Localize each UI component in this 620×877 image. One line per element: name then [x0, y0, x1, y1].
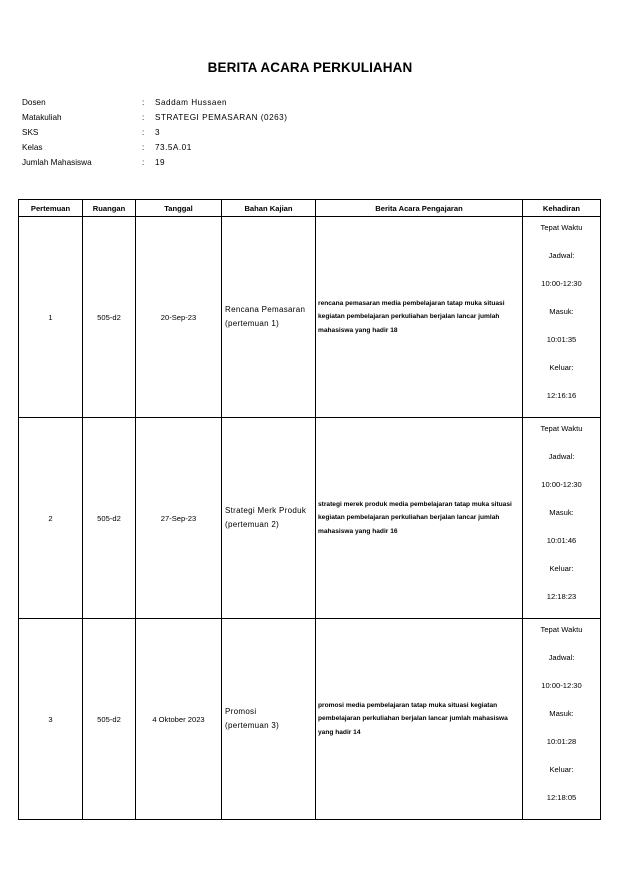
info-row-sks	[22, 125, 287, 140]
check-out-time: 12:18:23	[546, 592, 577, 601]
course-info	[22, 95, 287, 170]
header-bahan-kajian: Bahan Kajian	[222, 200, 316, 217]
check-out-label: Keluar:	[549, 765, 574, 774]
header-kehadiran: Kehadiran	[523, 200, 601, 217]
table-row	[19, 418, 601, 619]
cell-pertemuan: 1	[19, 217, 83, 418]
check-in-time: 10:01:28	[546, 737, 577, 746]
table-header-row	[19, 200, 601, 217]
header-tanggal: Tanggal	[136, 200, 222, 217]
schedule-label: Jadwal:	[548, 251, 575, 260]
schedule-label: Jadwal:	[548, 653, 575, 662]
cell-tanggal: 27-Sep-23	[136, 418, 222, 619]
header-ruangan: Ruangan	[83, 200, 136, 217]
info-label: Dosen	[22, 98, 46, 107]
cell-bahan-kajian	[222, 418, 316, 619]
cell-pertemuan: 2	[19, 418, 83, 619]
bahan-subtitle: (pertemuan 2)	[225, 520, 280, 529]
table-row	[19, 619, 601, 820]
attendance-status: Tepat Waktu	[540, 424, 583, 433]
info-row-matakuliah	[22, 110, 287, 125]
check-out-label: Keluar:	[549, 363, 574, 372]
cell-kehadiran	[523, 619, 601, 820]
cell-berita-acara: rencana pemasaran media pembelajaran tatap muka situasi kegiatan pembelajaran perkuliahan berjalan lancar jumlah mahasiswa yang hadir 18	[316, 217, 523, 418]
cell-kehadiran	[523, 217, 601, 418]
check-out-time: 12:16:16	[546, 391, 577, 400]
info-label: Jumlah Mahasiswa	[22, 158, 92, 167]
cell-berita-acara: strategi merek produk media pembelajaran tatap muka situasi kegiatan pembelajaran perkuliahan berjalan lancar jumlah mahasiswa yang hadir 16	[316, 418, 523, 619]
info-value: 19	[155, 158, 166, 167]
header-pertemuan: Pertemuan	[19, 200, 83, 217]
cell-tanggal: 20-Sep-23	[136, 217, 222, 418]
table-row	[19, 217, 601, 418]
info-label: Matakuliah	[22, 113, 62, 122]
bahan-subtitle: (pertemuan 1)	[225, 319, 280, 328]
check-in-time: 10:01:46	[546, 536, 577, 545]
cell-pertemuan: 3	[19, 619, 83, 820]
info-row-kelas	[22, 140, 287, 155]
info-colon: :	[142, 113, 145, 122]
check-in-time: 10:01:35	[546, 335, 577, 344]
info-value: STRATEGI PEMASARAN (0263)	[155, 113, 288, 122]
info-value: 3	[155, 128, 161, 137]
cell-bahan-kajian	[222, 619, 316, 820]
info-value: 73.5A.01	[155, 143, 192, 152]
cell-ruangan: 505-d2	[83, 619, 136, 820]
check-in-label: Masuk:	[549, 508, 574, 517]
check-in-label: Masuk:	[549, 307, 574, 316]
cell-ruangan: 505-d2	[83, 217, 136, 418]
header-berita-acara: Berita Acara Pengajaran	[316, 200, 523, 217]
info-colon: :	[142, 143, 145, 152]
check-out-time: 12:18:05	[546, 793, 577, 802]
cell-tanggal: 4 Oktober 2023	[136, 619, 222, 820]
info-colon: :	[142, 128, 145, 137]
cell-ruangan: 505-d2	[83, 418, 136, 619]
schedule-time: 10:00-12:30	[541, 279, 582, 288]
check-in-label: Masuk:	[549, 709, 574, 718]
schedule-time: 10:00-12:30	[541, 480, 582, 489]
info-colon: :	[142, 98, 145, 107]
schedule-time: 10:00-12:30	[541, 681, 582, 690]
lecture-report-table	[18, 199, 601, 820]
schedule-label: Jadwal:	[548, 452, 575, 461]
check-out-label: Keluar:	[549, 564, 574, 573]
bahan-title: Strategi Merk Produk	[225, 505, 307, 515]
info-row-dosen	[22, 95, 287, 110]
info-label: SKS	[22, 128, 39, 137]
bahan-title: Rencana Pemasaran	[225, 304, 306, 314]
info-value: Saddam Hussaen	[155, 98, 228, 107]
attendance-status: Tepat Waktu	[540, 223, 583, 232]
cell-kehadiran	[523, 418, 601, 619]
page-title: BERITA ACARA PERKULIAHAN	[207, 60, 413, 75]
info-colon: :	[142, 158, 145, 167]
cell-berita-acara: promosi media pembelajaran tatap muka situasi kegiatan pembelajaran perkuliahan berjalan lancar jumlah mahasiswa yang hadir 14	[316, 619, 523, 820]
info-label: Kelas	[22, 143, 43, 152]
bahan-title: Promosi	[225, 706, 257, 716]
attendance-status: Tepat Waktu	[540, 625, 583, 634]
bahan-subtitle: (pertemuan 3)	[225, 721, 280, 730]
info-row-jumlah-mahasiswa	[22, 155, 287, 170]
cell-bahan-kajian	[222, 217, 316, 418]
